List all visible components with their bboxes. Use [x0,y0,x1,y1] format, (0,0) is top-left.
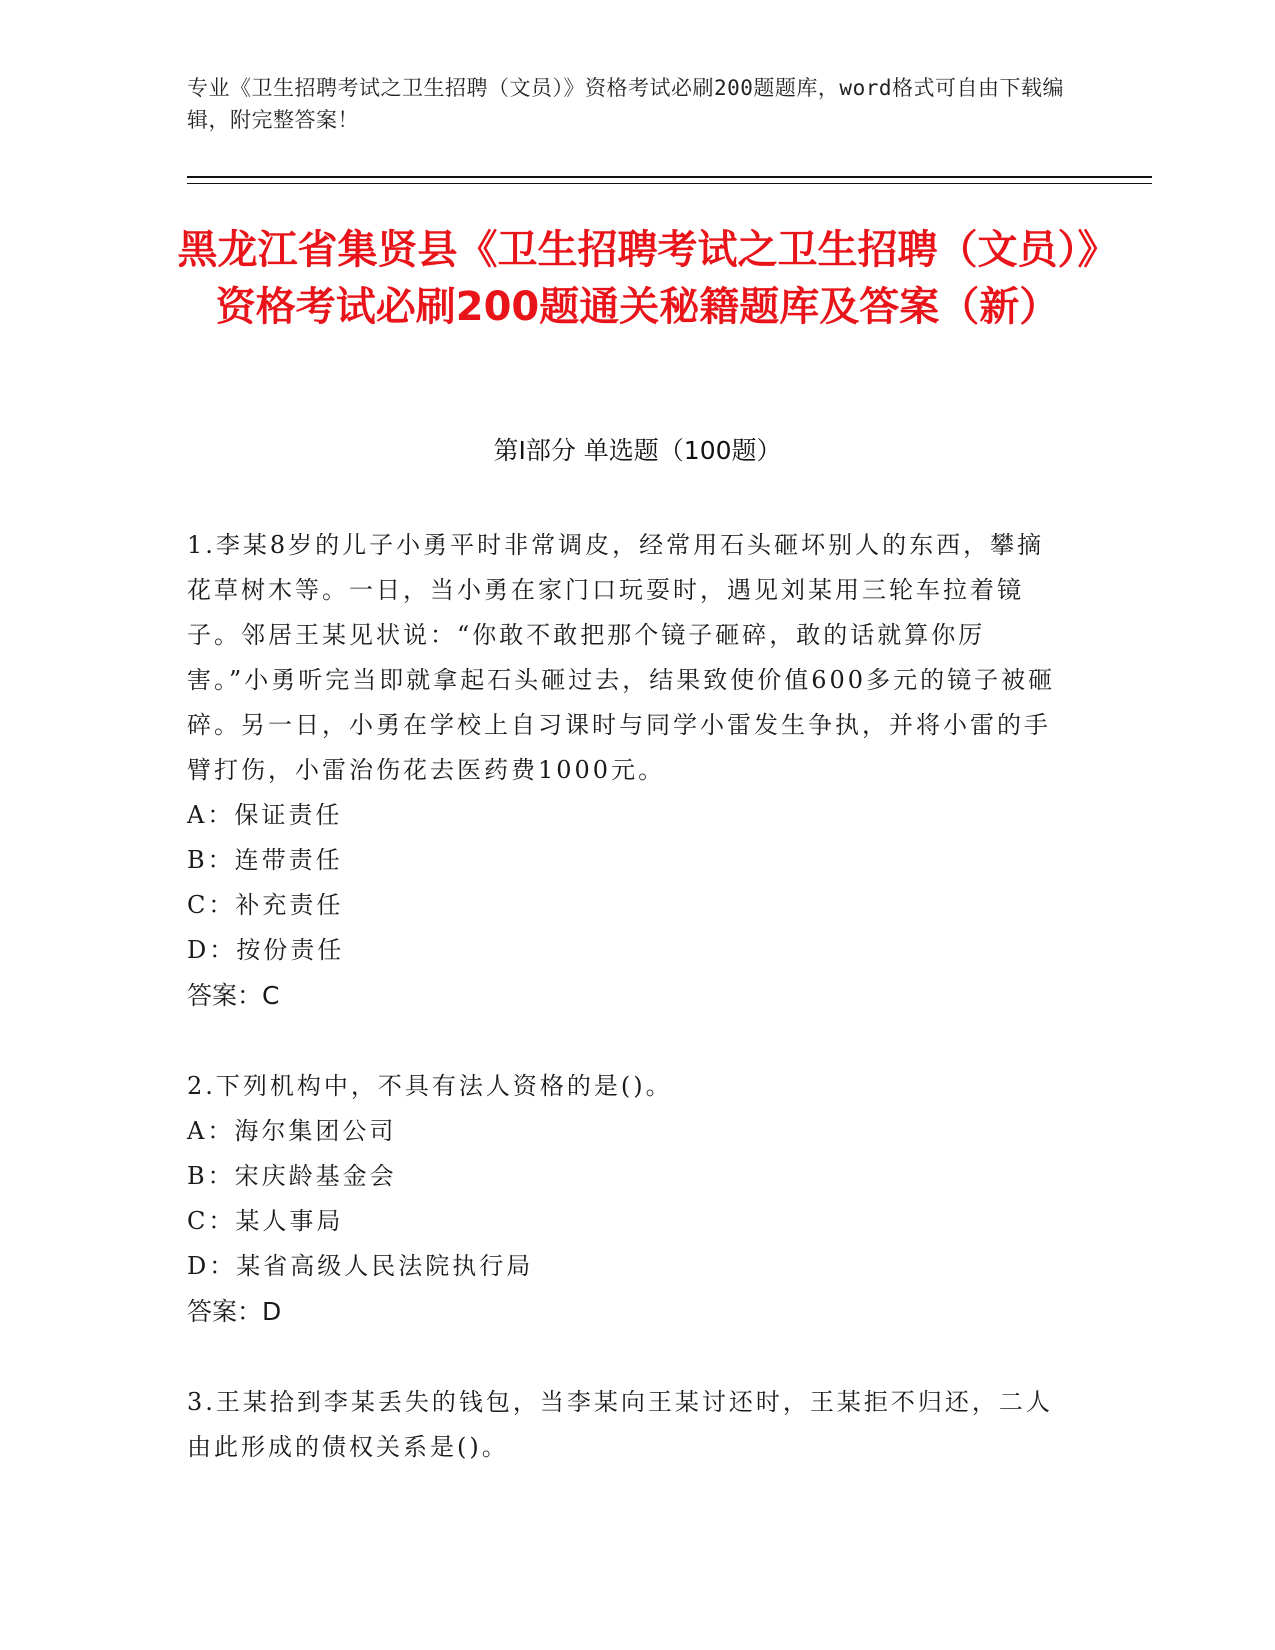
header-divider-thin [187,183,1152,184]
option-b: B：宋庆龄基金会 [187,1162,397,1190]
option-a: A：海尔集团公司 [187,1117,397,1145]
question-list [187,523,1067,1516]
question-stem: 1.李某8岁的儿子小勇平时非常调皮，经常用石头砸坏别人的东西，攀摘花草树木等。一日，当小勇在家门口玩耍时，遇见刘某用三轮车拉着镜子。邻居王某见状说：“你敢不敢把那个镜子砸碎，敢的话就算你厉害。”小勇听完当即就拿起石头砸过去，结果致使价值600多元的镜子被砸碎。另一日，小勇在学校上自习课时与同学小雷发生争执，并将小雷的手臂打伤，小雷治伤花去医药费1000元。 [187,531,1056,784]
option-d: D：某省高级人民法院执行局 [187,1252,534,1280]
question-3 [187,1380,1067,1470]
question-stem: 3.王某拾到李某丢失的钱包，当李某向王某讨还时，王某拒不归还，二人由此形成的债权关系是()。 [187,1388,1053,1461]
question-1 [187,523,1067,1018]
question-2 [187,1064,1067,1334]
question-stem: 2.下列机构中，不具有法人资格的是()。 [187,1072,673,1100]
option-c: C：某人事局 [187,1207,344,1235]
answer-line: 答案：D [187,1297,282,1326]
document-header-note: 专业《卫生招聘考试之卫生招聘（文员）》资格考试必刷200题题库，word格式可自由下载编辑，附完整答案！ [187,76,1064,132]
document-title: 黑龙江省集贤县《卫生招聘考试之卫生招聘（文员）》资格考试必刷200题通关秘籍题库及答案（新） [177,227,1098,330]
section-heading: 第Ⅰ部分 单选题（100题） [493,436,782,465]
option-b: B：连带责任 [187,846,343,874]
option-c: C：补充责任 [187,891,344,919]
option-d: D：按份责任 [187,936,345,964]
answer-line: 答案：C [187,981,280,1010]
option-a: A：保证责任 [187,801,343,829]
header-divider-thick [187,176,1152,178]
